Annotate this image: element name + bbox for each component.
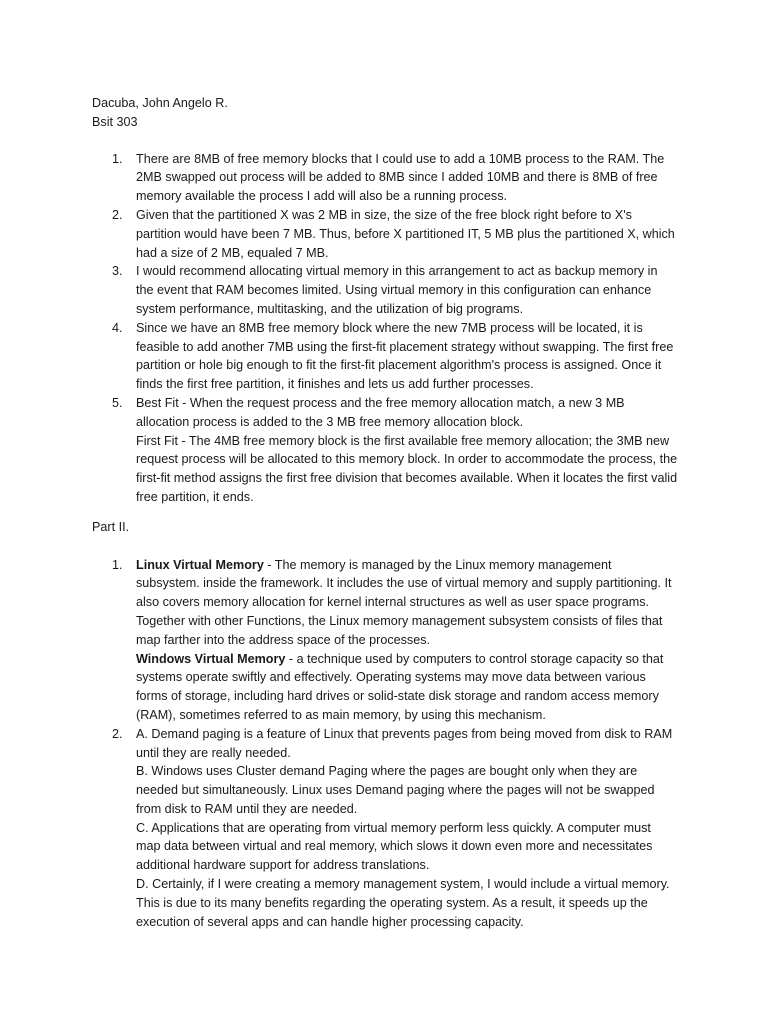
student-section: Bsit 303 (92, 114, 138, 129)
best-fit-text: Best Fit - When the request process and the free memory allocation match, a new 3 MB allocation process is added to the 3 MB free memory allocation block. (136, 395, 625, 429)
answer-text: I would recommend allocating virtual memory in this arrangement to act as backup memory in the event that RAM becomes limited. Using virtual memory in this configuration can enhance system performance, multitasking, and the utilization of big programs. (136, 264, 658, 316)
answer-c-text: C. Applications that are operating from virtual memory perform less quickly. A computer must map data between virtual and real memory, which slows it down even more and necessitates additional hardware support for address translations. (136, 820, 653, 873)
part2-list (92, 556, 678, 932)
list-number: 3. (112, 264, 123, 279)
linux-virtual-memory-term: Linux Virtual Memory (136, 557, 264, 572)
part2-item-1 (92, 556, 678, 725)
answer-b-text: B. Windows uses Cluster demand Paging where the pages are bought only when they are needed but simultaneously. Linux uses Demand paging where the pages will not be swapped from disk to RAM until they are needed. (136, 764, 655, 816)
part2-item-2 (92, 725, 678, 932)
part1-item-4 (92, 319, 678, 394)
linux-virtual-memory-text (136, 556, 678, 650)
first-fit-text: First Fit - The 4MB free memory block is the first available free memory allocation; the 3MB new request process will be allocated to this memory block. In order to accommodate the process, the first-fit method assigns the first free division that becomes available. When it locates the first valid free partition, it ends. (136, 433, 678, 504)
list-number: 1. (112, 151, 123, 166)
windows-virtual-memory-text (136, 650, 678, 725)
list-number: 2. (112, 207, 123, 222)
part1-item-1 (92, 150, 678, 206)
part1-item-5 (92, 394, 678, 507)
part2-title: Part II. (92, 519, 130, 534)
student-name: Dacuba, John Angelo R. (92, 96, 228, 110)
list-number: 5. (112, 395, 123, 410)
part1-list (92, 150, 678, 507)
answer-text: There are 8MB of free memory blocks that I could use to add a 10MB process to the RAM. The 2MB swapped out process will be added to 8MB since I added 10MB and there is 8MB of free memory available the process I add will also be a running process. (136, 151, 665, 204)
windows-virtual-memory-description: - a technique used by computers to control storage capacity so that systems operate swiftly and effectively. Operating systems may move data between various forms of storage, including hard drives or solid-state disk storage and random access memory (RAM), sometimes referred to as main memory, by using this mechanism. (136, 651, 664, 722)
answer-d-text: D. Certainly, if I were creating a memory management system, I would include a virtual memory. This is due to its many benefits regarding the operating system. As a result, it speeds up the execution of several apps and can handle higher processing capacity. (136, 877, 670, 929)
list-number: 2. (112, 726, 123, 741)
part1-item-2 (92, 206, 678, 262)
linux-virtual-memory-description: - The memory is managed by the Linux memory management subsystem. inside the framework. It includes the use of virtual memory and supply partitioning. It also covers memory allocation for kernel internal structures as well as user space programs. Together with other Functions, the Linux memory management subsystem consists of files that map farther into the address space of the processes. (136, 557, 672, 647)
list-number: 1. (112, 557, 123, 572)
list-number: 4. (112, 320, 123, 335)
windows-virtual-memory-term: Windows Virtual Memory (136, 651, 286, 666)
answer-text: Given that the partitioned X was 2 MB in size, the size of the free block right before to X's partition would have been 7 MB. Thus, before X partitioned IT, 5 MB plus the partitioned X, which had a size of 2 MB, equaled 7 MB. (136, 207, 675, 260)
answer-text: Since we have an 8MB free memory block where the new 7MB process will be located, it is feasible to add another 7MB using the first-fit placement strategy without swapping. The first free partition or hole big enough to fit the first-fit placement algorithm's process is assigned. Once it finds the first free partition, it finishes and lets us add further processes. (136, 320, 674, 392)
part1-item-3 (92, 262, 678, 318)
answer-a-text: A. Demand paging is a feature of Linux that prevents pages from being moved from disk to RAM until they are really needed. (136, 726, 673, 760)
